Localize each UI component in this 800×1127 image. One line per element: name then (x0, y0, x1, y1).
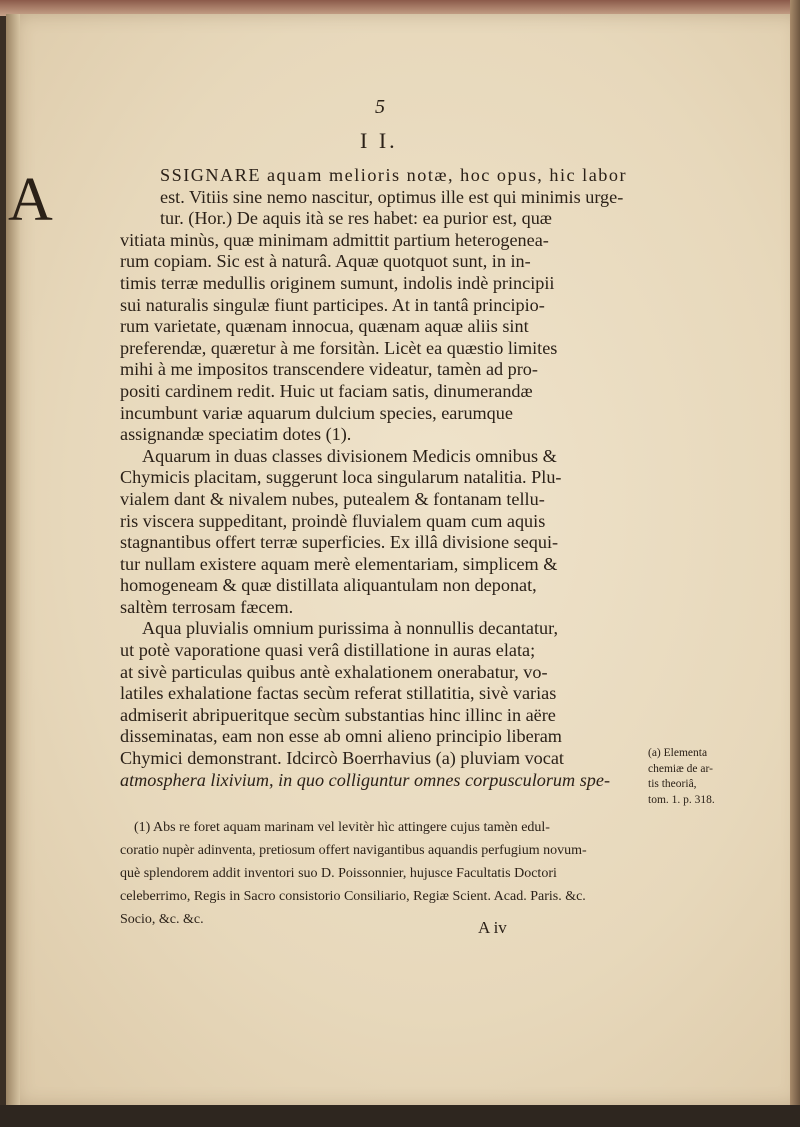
text-line: SSIGNARE aquam melioris notæ, hoc opus, hic labor (160, 165, 628, 185)
text-line: ris viscera suppeditant, proindè fluvialem quam cum aquis (120, 510, 546, 531)
catchword: A iv (478, 918, 507, 937)
text-line: latiles exhalatione factas secùm referat stillatitia, sivè varias (120, 683, 557, 704)
text-line: at sivè particulas quibus antè exhalationem onerabatur, vo- (120, 661, 548, 682)
text-line: mihi à me impositos transcendere videatur, tamèn ad pro- (120, 359, 538, 380)
text-line: incumbunt variæ aquarum dulcium species, earumque (120, 402, 513, 423)
signature-mark: 5 (375, 96, 385, 118)
text-line: preferendæ, quæretur à me forsitàn. Licèt ea quæstio limites (120, 337, 558, 358)
text-line: vialem dant & nivalem nubes, putealem & fontanam tellu- (120, 488, 545, 509)
page-right-edge (790, 0, 800, 1127)
text-line: Aqua pluvialis omnium purissima à nonnullis decantatur, (142, 618, 559, 639)
margin-note-line: chemiæ de ar- (648, 762, 713, 775)
footnote-line: celeberrimo, Regis in Sacro consistorio Consiliario, Regiæ Scient. Acad. Paris. &c. (120, 889, 586, 904)
text-line: tur nullam existere aquam merè elementariam, simplicem & (120, 553, 558, 574)
text-line: Chymici demonstrant. Idcircò Boerrhavius (a) pluviam vocat (120, 748, 564, 769)
footnote-line: què splendorem addit inventori suo D. Poissonnier, hujusce Facultatis Doctori (120, 866, 557, 881)
text-line: sui naturalis singulæ fiunt participes. At in tantâ principio- (120, 294, 545, 315)
margin-note (648, 746, 758, 808)
text-line: homogeneam & quæ distillata aliquantulam non deponat, (120, 575, 537, 596)
text-line: vitiata minùs, quæ minimam admittit partium heterogenea- (120, 229, 549, 250)
margin-note-line: (a) Elementa (648, 747, 708, 759)
text-line: ut potè vaporatione quasi verâ distillatione in auras elata; (120, 640, 536, 661)
text-line: assignandæ speciatim dotes (1). (120, 424, 352, 445)
text-line: positi cardinem redit. Huic ut faciam satis, dinumerandæ (120, 380, 533, 401)
page-bottom-edge (0, 1105, 800, 1127)
text-line: stagnantibus offert terræ superficies. Ex illâ divisione sequi- (120, 532, 559, 553)
text-line: admiserit abripueritque secùm substantias hinc illinc in aëre (120, 704, 556, 725)
text-line: saltèm terrosam fæcem. (120, 596, 294, 617)
margin-note-line: tis theoriâ, (648, 778, 697, 790)
main-text (120, 165, 632, 791)
text-line: est. Vitiis sine nemo nascitur, optimus ille est qui minimis urge- (160, 186, 624, 207)
text-line: rum varietate, quænam innocua, quænam aquæ aliis sint (120, 316, 529, 337)
text-line: Chymicis placitam, suggerunt loca singularum natalitia. Plu- (120, 467, 562, 488)
footnote (120, 816, 640, 931)
text-line: disseminatas, eam non esse ab omni alieno principio liberam (120, 726, 562, 747)
text-line: rum copiam. Sic est à naturâ. Aquæ quotquot sunt, in in- (120, 251, 531, 272)
drop-cap: A (8, 166, 53, 234)
footnote-line: coratio nupèr adinventa, pretiosum offert navigantibus aquandis perfugium novum- (120, 843, 587, 858)
footnote-line: Socio, &c. &c. (120, 912, 204, 927)
margin-note-line: tom. 1. p. 318. (648, 793, 715, 806)
text-line: Aquarum in duas classes divisionem Medicis omnibus & (142, 445, 557, 466)
footnote-line: (1) Abs re foret aquam marinam vel levitèr hìc attingere cujus tamèn edul- (134, 820, 550, 835)
text-line: timis terræ medullis originem sumunt, indolis indè principii (120, 272, 555, 293)
text-line: atmosphera lixivium, in quo colliguntur omnes corpusculorum spe- (120, 769, 611, 790)
text-line: tur. (Hor.) De aquis ità se res habet: ea purior est, quæ (160, 208, 552, 229)
section-number: I I. (360, 128, 398, 153)
